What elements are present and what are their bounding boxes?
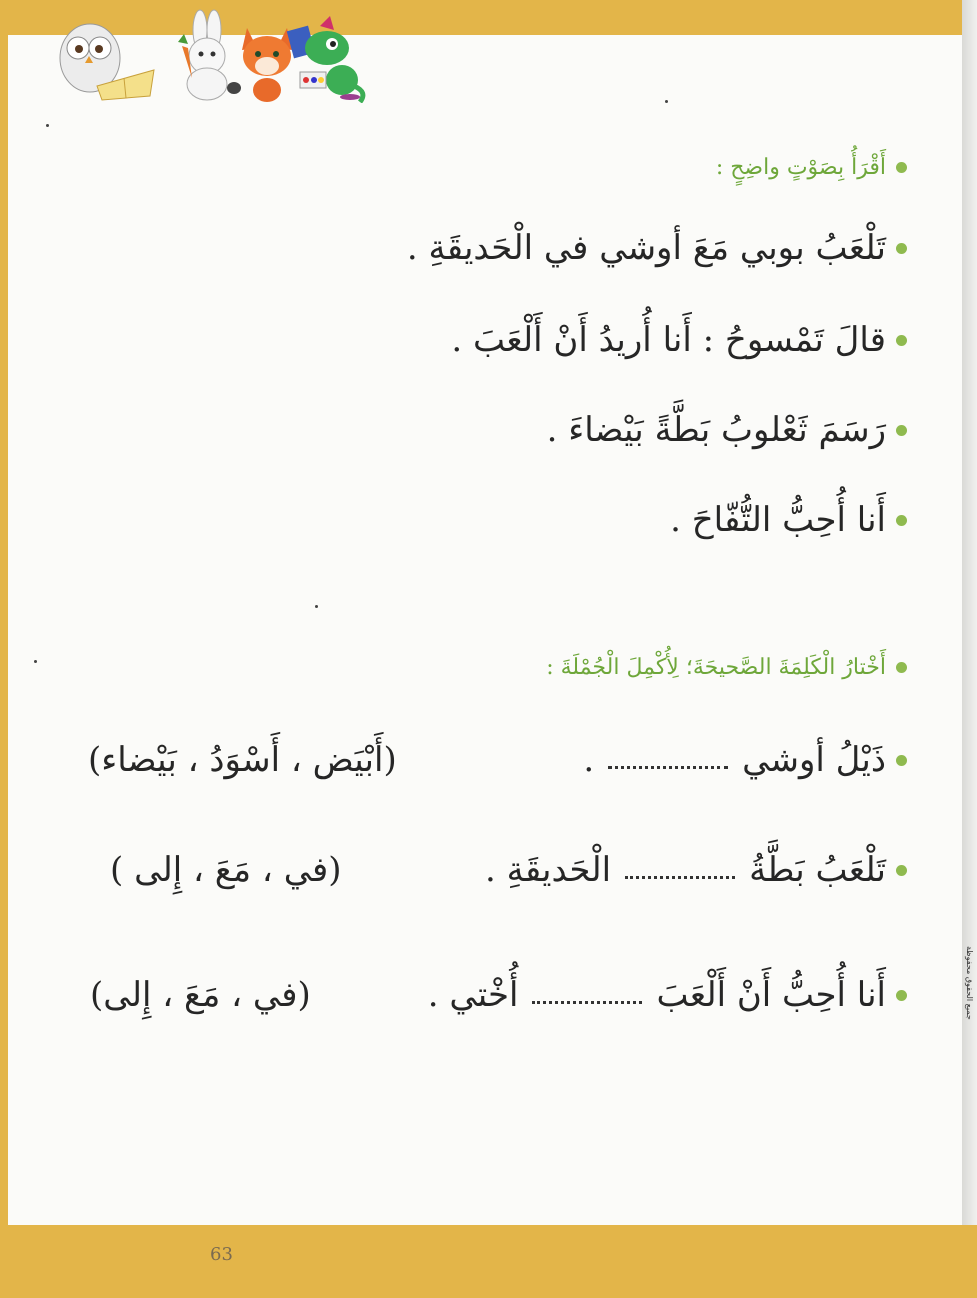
- sentence-1: تَلْعَبُ بوبي مَعَ أوشي في الْحَديقَةِ .: [406, 228, 886, 268]
- blank-line[interactable]: [625, 862, 735, 879]
- exercise-2-after: الْحَديقَةِ .: [484, 850, 612, 890]
- side-note: جميع الحقوق محفوظة: [965, 946, 974, 1020]
- bullet-icon: [896, 515, 907, 526]
- characters-illustration: [42, 8, 372, 103]
- scan-speck: [46, 124, 49, 127]
- bullet-icon: [896, 162, 907, 173]
- section1-instruction: أَقْرَأُ بِصَوْتٍ واضِحٍ :: [715, 155, 886, 180]
- section1-instruction-row: [716, 155, 907, 180]
- page-sheet: [8, 35, 963, 1225]
- blank-line[interactable]: [608, 752, 728, 769]
- exercise-2-options: (في ، مَعَ ، إِلى ): [110, 850, 342, 890]
- sentence-2: قالَ تَمْسوحُ : أَنا أُريدُ أَنْ أَلْعَبَ .: [451, 320, 886, 360]
- exercise-row-1: [583, 740, 907, 780]
- dragon-illustration: [300, 16, 363, 102]
- bullet-icon: [896, 865, 907, 876]
- exercise-2-before: تَلْعَبُ بَطَّةُ: [749, 850, 886, 890]
- scan-speck: [34, 660, 37, 663]
- bullet-icon: [896, 335, 907, 346]
- fox-illustration: [242, 26, 315, 102]
- exercise-3-after: أُخْتي .: [427, 975, 519, 1015]
- section2-instruction-row: [546, 655, 907, 680]
- rabbit-illustration: [178, 10, 241, 100]
- exercise-1-before: ذَيْلُ أوشي: [742, 740, 886, 780]
- sentence-4: أَنا أُحِبُّ التُّفّاحَ .: [670, 500, 886, 540]
- footer-band: [0, 1225, 977, 1298]
- sentence-row-3: [547, 410, 907, 450]
- sentence-row-2: [451, 320, 907, 360]
- bullet-icon: [896, 243, 907, 254]
- page-number: 63: [210, 1244, 233, 1265]
- bullet-icon: [896, 662, 907, 673]
- exercise-row-2: [485, 850, 907, 890]
- owl-with-book-illustration: [60, 24, 154, 100]
- exercise-row-3: [428, 975, 907, 1015]
- bullet-icon: [896, 425, 907, 436]
- bullet-icon: [896, 990, 907, 1001]
- scan-speck: [315, 605, 318, 608]
- bullet-icon: [896, 755, 907, 766]
- sentence-row-1: [407, 228, 907, 268]
- exercise-3-before: أَنا أُحِبُّ أَنْ أَلْعَبَ: [656, 975, 886, 1015]
- exercise-3-options: (في ، مَعَ ، إِلى): [90, 975, 311, 1015]
- section2-instruction: أَخْتارُ الْكَلِمَةَ الصَّحيحَةَ؛ لِأُكْمِلَ الْجُمْلَةَ :: [546, 655, 886, 680]
- sentence-row-4: [670, 500, 907, 540]
- sentence-3: رَسَمَ ثَعْلوبُ بَطَّةً بَيْضاءَ .: [546, 410, 886, 450]
- blank-line[interactable]: [532, 987, 642, 1004]
- exercise-1-options: (أَبْيَض ، أَسْوَدُ ، بَيْضاء): [88, 740, 397, 780]
- exercise-1-after: .: [583, 740, 595, 780]
- scan-speck: [665, 100, 668, 103]
